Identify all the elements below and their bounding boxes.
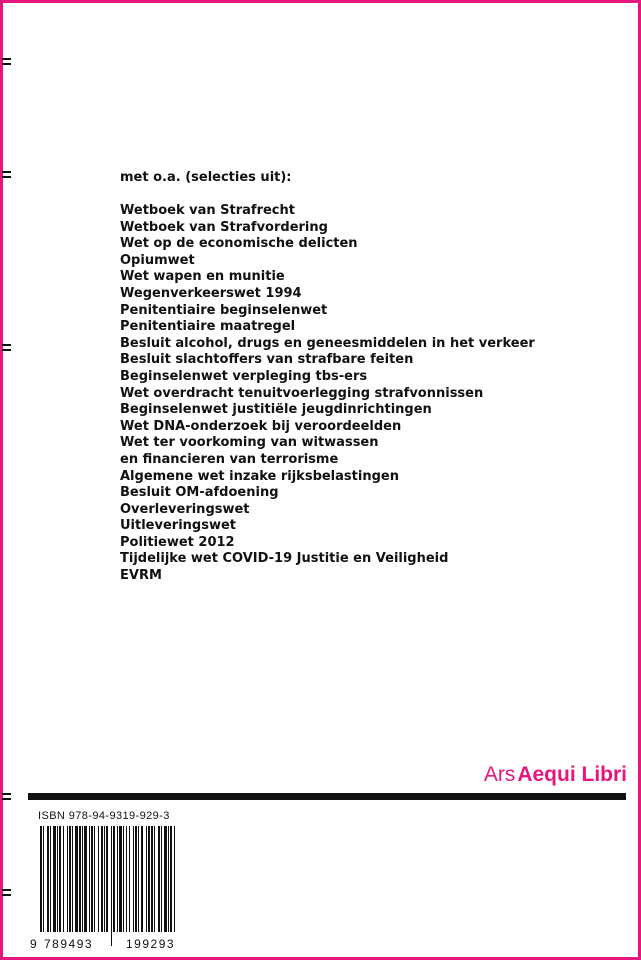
law-item: Overleveringswet bbox=[120, 501, 250, 517]
law-item: Opiumwet bbox=[120, 252, 195, 268]
law-item: Beginselenwet verpleging tbs-ers bbox=[120, 368, 368, 384]
barcode-bar bbox=[129, 826, 130, 932]
edge-mark bbox=[2, 889, 11, 896]
barcode-bars bbox=[40, 826, 175, 946]
publisher-logo-part1: Ars bbox=[483, 763, 516, 786]
barcode-bar bbox=[170, 826, 172, 932]
barcode-bar bbox=[158, 826, 160, 932]
barcode-bar bbox=[50, 826, 51, 932]
barcode-lead-digit: 9 bbox=[30, 937, 37, 951]
barcode-bar bbox=[104, 826, 105, 932]
law-item: Wet overdracht tenuitvoerlegging strafvonnissen bbox=[120, 385, 484, 401]
law-item: Penitentiaire beginselenwet bbox=[120, 302, 328, 318]
barcode-digits-left: 789493 bbox=[44, 937, 94, 951]
edge-mark bbox=[2, 793, 11, 800]
barcode-bar bbox=[98, 826, 99, 932]
law-item: EVRM bbox=[120, 568, 162, 584]
barcode-bar bbox=[72, 826, 73, 932]
barcode-digits-right: 199293 bbox=[126, 937, 176, 951]
barcode-bar bbox=[47, 826, 49, 932]
divider-bar bbox=[28, 793, 626, 800]
isbn-label: ISBN 978-94-9319-929-3 bbox=[38, 810, 170, 822]
law-item: Besluit OM-afdoening bbox=[120, 485, 279, 501]
barcode-bar bbox=[138, 826, 139, 932]
barcode-bar bbox=[148, 826, 150, 932]
barcode-bar bbox=[84, 826, 87, 932]
barcode-bar bbox=[57, 826, 58, 932]
barcode-bar bbox=[151, 826, 153, 932]
law-item: Wetboek van Strafrecht bbox=[120, 203, 295, 218]
barcode-bar bbox=[63, 826, 64, 932]
law-item: en financieren van terrorisme bbox=[120, 451, 339, 467]
barcode-bar bbox=[40, 826, 42, 946]
barcode-bar bbox=[146, 826, 147, 932]
contents-block bbox=[120, 170, 600, 585]
law-item: Beginselenwet justitiële jeugdinrichtingen bbox=[120, 402, 432, 418]
barcode-bar bbox=[141, 826, 143, 932]
barcode-bar bbox=[111, 826, 112, 946]
barcode-bar bbox=[154, 826, 155, 932]
law-item: Algemene wet inzake rijksbelastingen bbox=[120, 468, 399, 484]
law-item: Besluit alcohol, drugs en geneesmiddelen in het verkeer bbox=[120, 335, 535, 351]
law-item: Wegenverkeerswet 1994 bbox=[120, 285, 302, 301]
barcode-bar bbox=[119, 826, 122, 932]
barcode-bar bbox=[101, 826, 103, 932]
barcode-bar bbox=[126, 826, 127, 932]
publisher-logo-part2: Aequi Libri bbox=[517, 763, 627, 786]
edge-mark bbox=[2, 171, 11, 178]
barcode-bar bbox=[106, 826, 108, 932]
law-item: Wet wapen en munitie bbox=[120, 269, 285, 285]
law-item: Wet ter voorkoming van witwassen bbox=[120, 435, 379, 451]
edge-mark bbox=[2, 344, 11, 351]
intro-text: met o.a. (selecties uit): bbox=[120, 170, 292, 185]
barcode-bar bbox=[89, 826, 90, 932]
barcode-bar bbox=[69, 826, 71, 932]
barcode-bar bbox=[133, 826, 134, 932]
barcode-bar bbox=[75, 826, 78, 932]
law-list bbox=[120, 203, 600, 585]
barcode-bar bbox=[94, 826, 95, 932]
barcode-bar bbox=[113, 826, 115, 932]
publisher-logo bbox=[484, 762, 627, 788]
law-item: Politiewet 2012 bbox=[120, 534, 235, 550]
law-item: Wetboek van Strafvordering bbox=[120, 219, 328, 235]
barcode bbox=[28, 826, 196, 951]
barcode-bar bbox=[67, 826, 68, 932]
barcode-bar bbox=[79, 826, 81, 932]
barcode-bar bbox=[117, 826, 118, 932]
law-item: Besluit slachtoffers van strafbare feiten bbox=[120, 352, 414, 368]
law-item: Wet op de economische delicten bbox=[120, 236, 358, 252]
barcode-bar bbox=[161, 826, 162, 932]
barcode-bar bbox=[164, 826, 167, 932]
barcode-bar bbox=[53, 826, 56, 932]
barcode-bar bbox=[174, 826, 175, 946]
edge-mark bbox=[2, 58, 11, 65]
barcode-bar bbox=[135, 826, 137, 932]
law-item: Wet DNA-onderzoek bij veroordeelden bbox=[120, 418, 402, 434]
barcode-bar bbox=[123, 826, 124, 932]
barcode-bar bbox=[91, 826, 93, 932]
barcode-bar bbox=[43, 826, 44, 946]
barcode-bar bbox=[82, 826, 83, 932]
barcode-bar bbox=[168, 826, 169, 932]
law-item: Tijdelijke wet COVID-19 Justitie en Veiligheid bbox=[120, 551, 449, 567]
law-item: Uitleveringswet bbox=[120, 518, 236, 534]
law-item: Penitentiaire maatregel bbox=[120, 319, 296, 335]
barcode-bar bbox=[59, 826, 61, 932]
